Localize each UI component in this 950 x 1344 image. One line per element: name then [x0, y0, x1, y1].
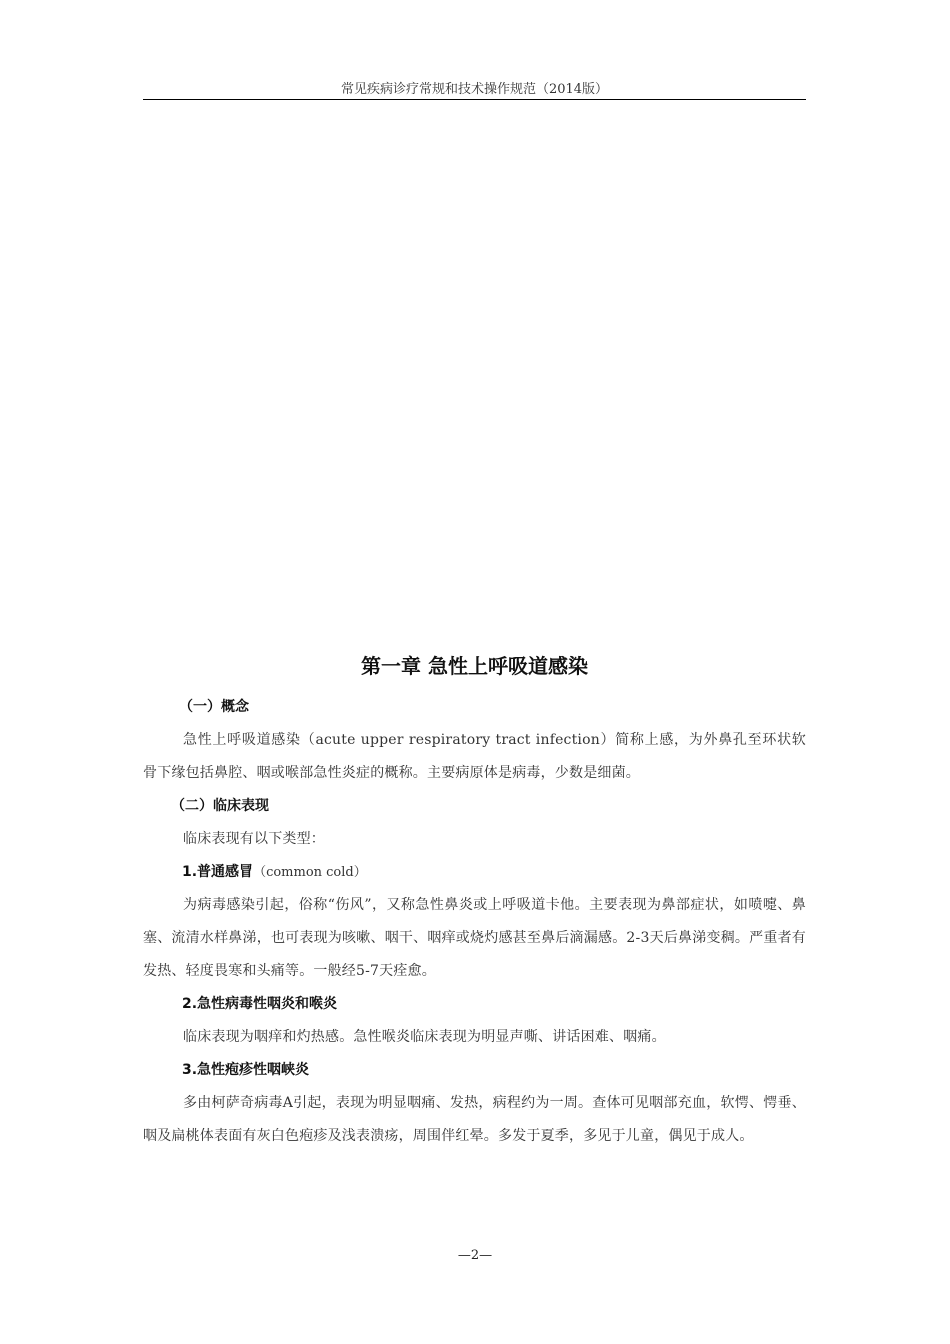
chapter-title: 第一章 急性上呼吸道感染: [361, 654, 588, 678]
clinical-intro-paragraph: 临床表现有以下类型：: [183, 831, 325, 847]
header-rule: [143, 99, 806, 100]
subheading-common-cold-english: （common cold）: [253, 865, 367, 880]
subheading-common-cold-label: 1.普通感冒: [182, 864, 254, 880]
subheading-viral-pharyngitis: 2.急性病毒性咽炎和喉炎: [182, 996, 338, 1012]
running-header: 常见疾病诊疗常规和技术操作规范（2014版）: [340, 82, 609, 97]
herpangina-paragraph: 多由柯萨奇病毒A引起，表现为明显咽痛、发热，病程约为一周。查体可见咽部充血，软愕、愕垂、咽及扁桃体表面有灰白色疱疹及浅表溃疡，周围伴红晕。多发于夏季，多见于儿童，偶见于成人。: [143, 1095, 806, 1144]
section-heading-clinical: （二）临床表现: [171, 798, 269, 814]
viral-pharyngitis-paragraph: 临床表现为咽痒和灼热感。急性喉炎临床表现为明显声嘶、讲话困难、咽痛。: [183, 1029, 666, 1045]
section-heading-concept: （一）概念: [179, 699, 249, 715]
page-body: [143, 650, 806, 1153]
page-number: —2—: [457, 1248, 493, 1263]
common-cold-paragraph: 为病毒感染引起，俗称“伤风”，又称急性鼻炎或上呼吸道卡他。主要表现为鼻部症状，如喷嚏、鼻塞、流清水样鼻涕，也可表现为咳嗽、咽干、咽痒或烧灼感甚至鼻后滴漏感。2-3天后鼻涕变稠。严重者有发热、轻度畏寒和头痛等。一般经5-7天痊愈。: [143, 897, 806, 979]
subheading-herpangina: 3.急性疱疹性咽峡炎: [182, 1062, 310, 1078]
concept-paragraph: 急性上呼吸道感染（acute upper respiratory tract infection）简称上感，为外鼻孔至环状软骨下缘包括鼻腔、咽或喉部急性炎症的概称。主要病原体是病毒，少数是细菌。: [143, 732, 806, 781]
subheading-common-cold: [143, 856, 806, 889]
